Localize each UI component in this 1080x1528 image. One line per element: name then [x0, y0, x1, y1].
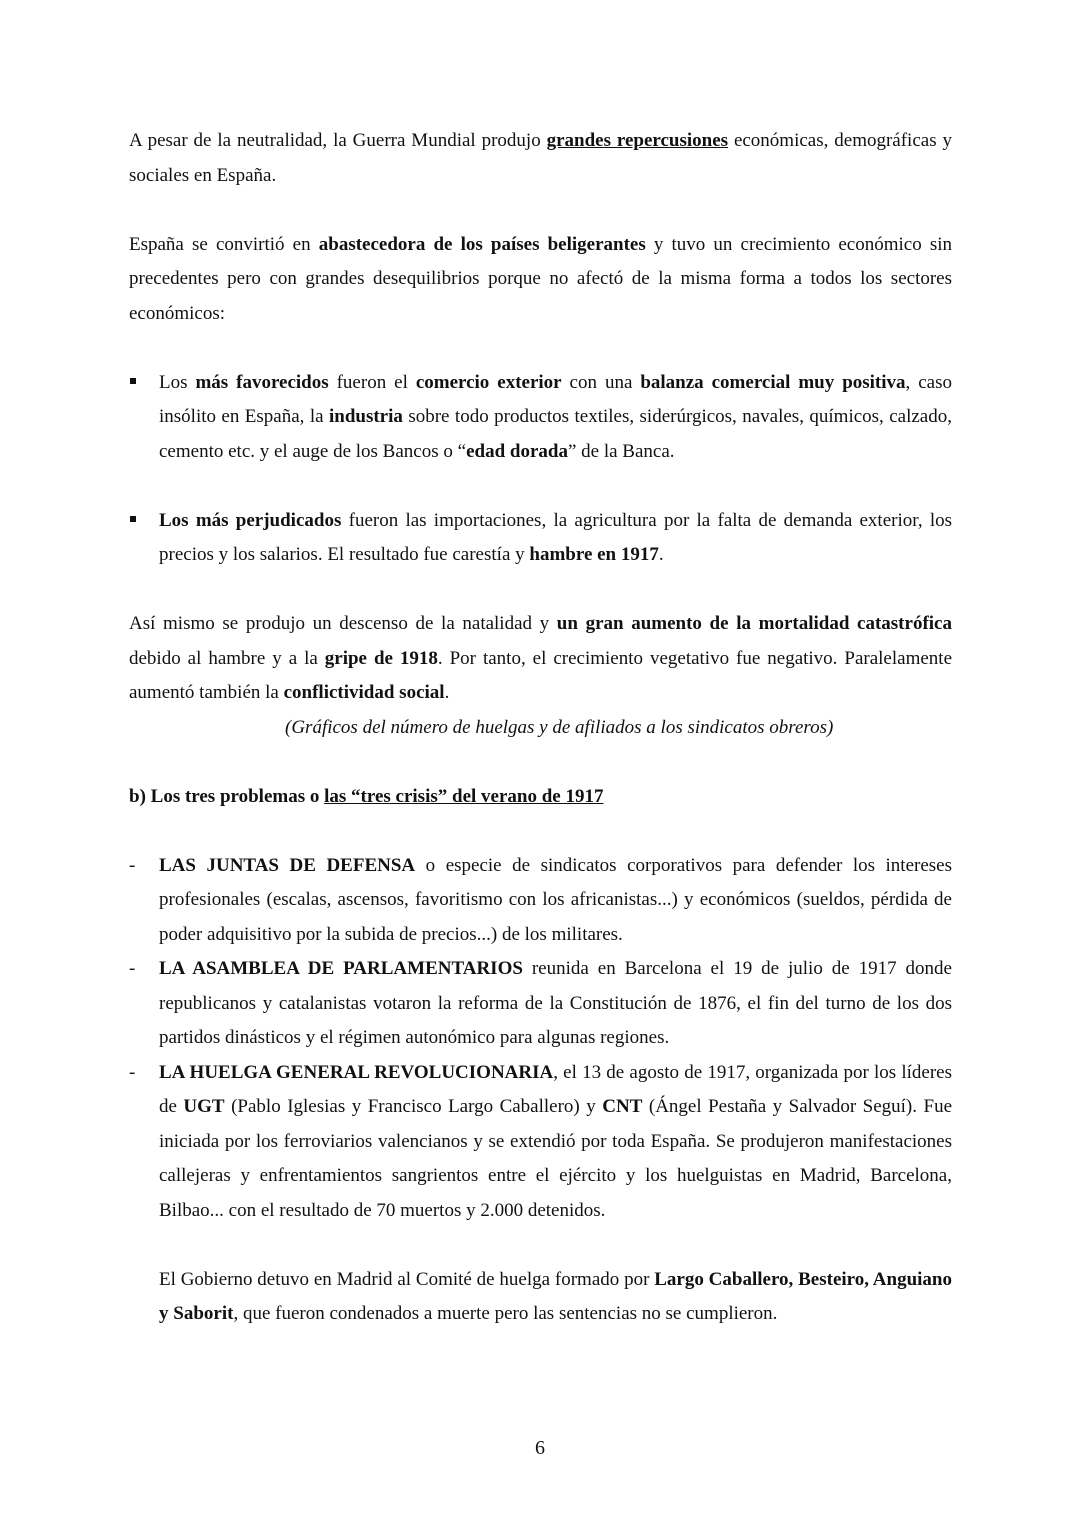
text: con una	[561, 371, 641, 393]
paragraph	[129, 607, 952, 711]
text: económicas, demográficas y sociales en España.	[129, 130, 952, 186]
text: ” de la Banca.	[567, 440, 675, 462]
text: .	[444, 682, 450, 703]
text: fueron las importaciones, la agricultura por la falta de demanda exterior, los precios y los salarios. El resultado fue carestía y	[159, 509, 952, 565]
bold-text: b) Los tres problemas o	[129, 785, 325, 807]
bullet-item	[129, 504, 952, 573]
bold-text: grandes repercusiones	[546, 130, 729, 151]
text: , caso insólito en España, la	[159, 371, 953, 427]
bold-text: CNT	[602, 1096, 643, 1117]
bold-text: un gran aumento de la mortalidad catastrófica	[556, 613, 952, 634]
dash-marker: -	[129, 854, 136, 876]
bold-text: Los más perjudicados	[159, 509, 342, 531]
text: .	[658, 544, 664, 565]
bold-text: las “tres crisis” del verano de 1917	[324, 785, 604, 807]
text: A pesar de la neutralidad, la Guerra Mundial produjo	[129, 130, 547, 151]
text: España se convirtió en	[129, 233, 319, 255]
bold-text: LA HUELGA GENERAL REVOLUCIONARIA	[159, 1061, 554, 1083]
bold-text: gripe de 1918	[324, 647, 438, 669]
section-heading	[129, 780, 952, 815]
dash-item	[129, 952, 952, 1056]
text: , que fueron condenados a muerte pero las sentencias no se cumplieron.	[233, 1303, 778, 1324]
dash-item	[129, 849, 952, 953]
text: (Gráficos del número de huelgas y de afiliados a los sindicatos obreros)	[285, 716, 834, 738]
document-body	[129, 124, 952, 1332]
figure-caption	[129, 711, 952, 746]
text: y tuvo un crecimiento económico sin precedentes pero con grandes desequilibrios porque no afectó de la misma forma a todos los sectores económicos:	[129, 233, 953, 324]
text: (Pablo Iglesias y Francisco Largo Caballero) y	[224, 1096, 603, 1117]
text: o especie de sindicatos corporativos para defender los intereses profesionales (escalas, ascensos, favoritismo con los africanistas...) y económicos (sueldos, pérdida de poder adquisitivo por la subida de precios...) de los militares.	[159, 854, 952, 945]
bold-text: edad dorada	[466, 440, 568, 462]
bold-text: industria	[328, 406, 403, 427]
text: El Gobierno detuvo en Madrid al Comité de huelga formado por	[159, 1268, 655, 1290]
text: reunida en Barcelona el 19 de julio de 1917 donde republicanos y catalanistas votaron la reforma de la Constitución de 1876, el fin del turno de los dos partidos dinásticos y el régimen autonómico para algunas regiones.	[159, 958, 952, 1048]
text: debido al hambre y a la	[129, 647, 325, 669]
bold-text: UGT	[183, 1096, 225, 1117]
bullet-item	[129, 366, 952, 470]
text: , el 13 de agosto de 1917, organizada por los líderes de	[159, 1061, 953, 1117]
bullet-square-icon	[129, 504, 136, 539]
bold-text: abastecedora de los países beligerantes	[318, 233, 646, 255]
bold-text: LAS JUNTAS DE DEFENSA	[159, 854, 416, 876]
page-number: 6	[535, 1437, 545, 1459]
text: Así mismo se produjo un descenso de la natalidad y	[129, 613, 557, 634]
text: sobre todo productos textiles, siderúrgicos, navales, químicos, calzado, cemento etc. y el auge de los Bancos o “	[159, 406, 952, 462]
text: . Por tanto, el crecimiento vegetativo fue negativo. Paralelamente aumentó también la	[129, 647, 952, 703]
bold-text: más favorecidos	[195, 371, 329, 393]
dash-marker: -	[129, 958, 136, 979]
bold-text: comercio exterior	[415, 371, 562, 393]
text: fueron el	[328, 371, 416, 393]
bold-text: Largo Caballero, Besteiro, Anguiano y Saborit	[159, 1268, 952, 1324]
text: Los	[159, 371, 196, 393]
bold-text: conflictividad social	[283, 682, 445, 703]
paragraph	[129, 1263, 952, 1332]
paragraph	[129, 228, 952, 332]
dash-marker: -	[129, 1061, 136, 1083]
bullet-square-icon	[129, 366, 136, 401]
dash-item	[129, 1056, 952, 1229]
bold-text: balanza comercial muy positiva	[640, 371, 906, 393]
bold-text: LA ASAMBLEA DE PARLAMENTARIOS	[159, 958, 523, 979]
bold-text: hambre en 1917	[529, 544, 659, 565]
text: (Ángel Pestaña y Salvador Seguí). Fue iniciada por los ferroviarios valencianos y se extendió por toda España. Se produjeron manifestaciones callejeras y enfrentamientos sangrientos entre el ejército y los huelguistas en Madrid, Barcelona, Bilbao... con el resultado de 70 muertos y 2.000 detenidos.	[159, 1096, 953, 1221]
paragraph	[129, 124, 952, 193]
